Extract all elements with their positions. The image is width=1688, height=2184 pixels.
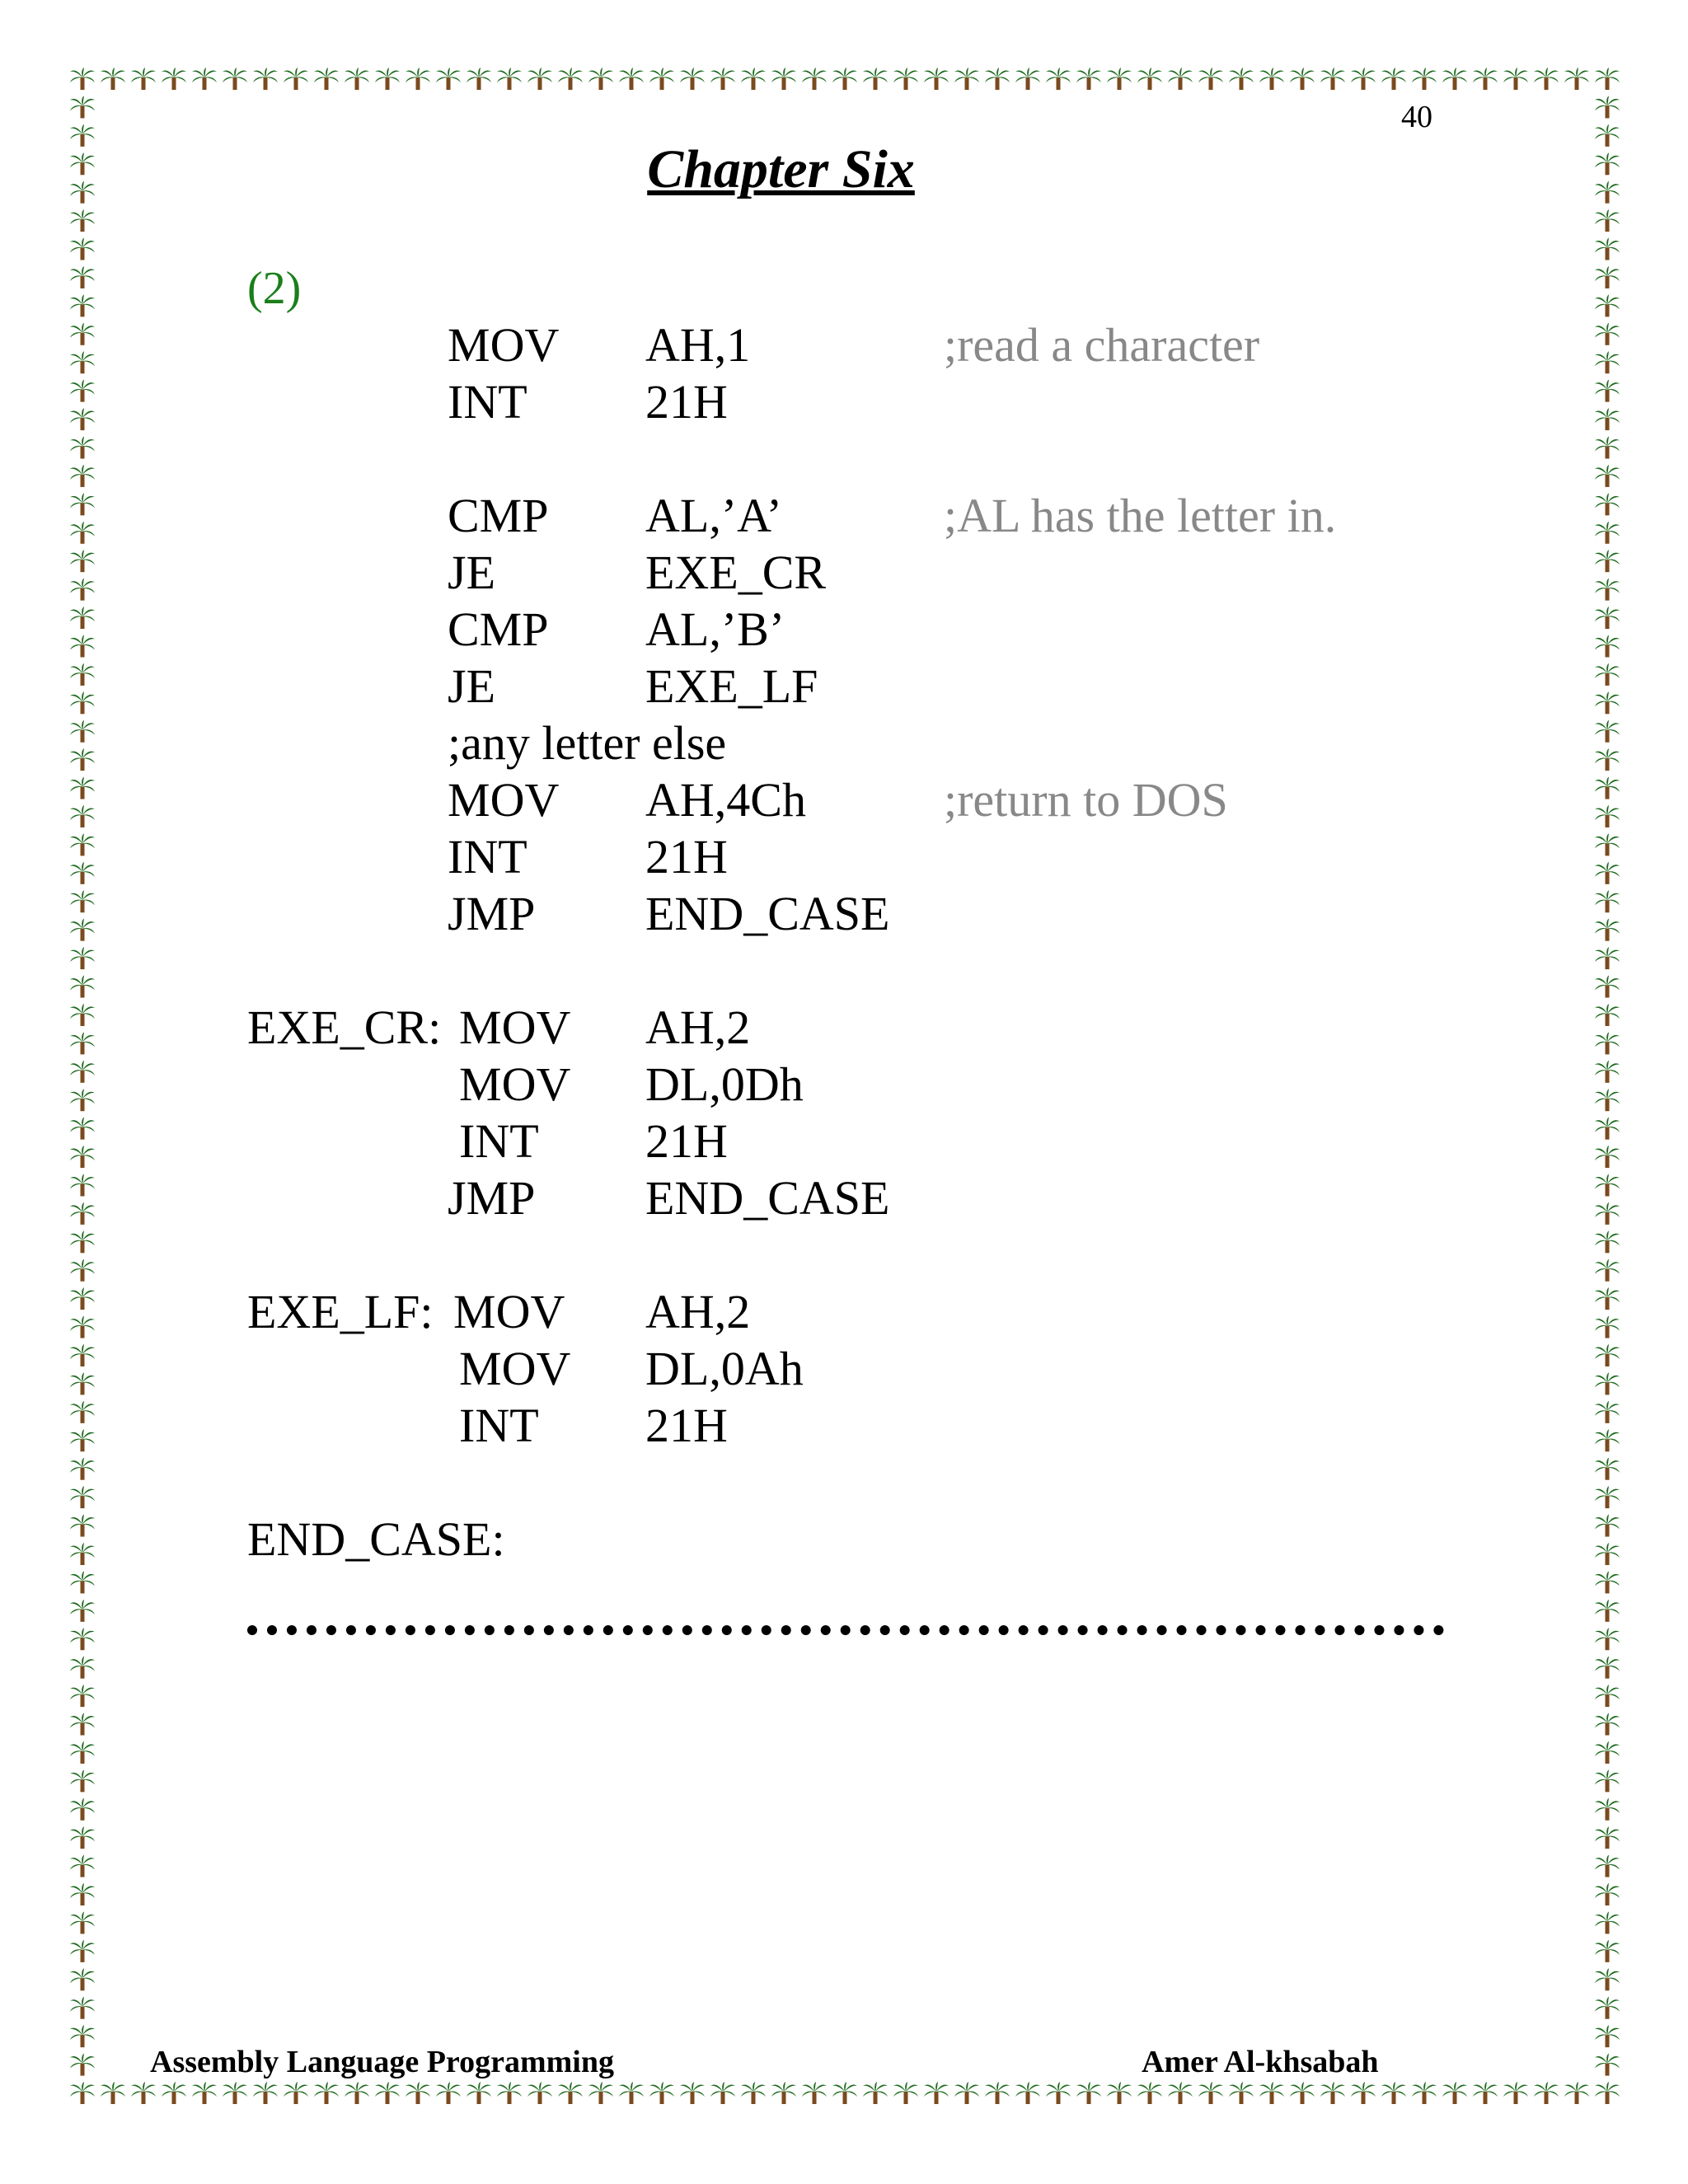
footer-book-title: Assembly Language Programming	[150, 2045, 614, 2079]
code-comment: ;read a character	[944, 318, 1260, 372]
code-instruction: CMP	[448, 489, 549, 542]
code-instruction: CMP	[448, 602, 549, 656]
code-operand: END_CASE	[645, 1171, 890, 1225]
code-operand: END_CASE	[645, 887, 890, 940]
code-instruction: MOV	[459, 1057, 571, 1111]
code-operand: AL,’A’	[645, 489, 782, 542]
code-operand: AH,4Ch	[645, 773, 806, 827]
code-instruction: JE	[448, 659, 495, 713]
code-operand: AH,1	[645, 318, 751, 372]
code-instruction: MOV	[459, 1001, 571, 1054]
code-instruction: ;any letter else	[448, 716, 727, 770]
code-instruction: INT	[459, 1114, 539, 1168]
code-instruction: JMP	[448, 887, 536, 940]
chapter-title: Chapter Six	[647, 139, 915, 199]
page-number: 40	[1401, 100, 1432, 134]
code-operand: AH,2	[645, 1285, 751, 1338]
code-instruction: JMP	[448, 1171, 536, 1225]
code-operand: 21H	[645, 1114, 728, 1168]
code-instruction: INT	[448, 375, 528, 429]
code-operand: 21H	[645, 1399, 728, 1452]
code-operand: DL,0Dh	[645, 1057, 804, 1111]
code-operand: AH,2	[645, 1001, 751, 1054]
code-instruction: MOV	[448, 773, 560, 827]
code-label: EXE_LF:	[247, 1285, 434, 1338]
code-label: END_CASE:	[247, 1512, 505, 1566]
code-operand: EXE_LF	[645, 659, 818, 713]
dotted-separator	[247, 1625, 1444, 1635]
code-operand: EXE_CR	[645, 546, 827, 599]
code-operand: 21H	[645, 375, 728, 429]
code-instruction: MOV	[448, 318, 560, 372]
code-instruction: JE	[448, 546, 495, 599]
code-operand: 21H	[645, 830, 728, 883]
code-operand: DL,0Ah	[645, 1342, 804, 1395]
code-operand: AL,’B’	[645, 602, 785, 656]
code-instruction: INT	[459, 1399, 539, 1452]
problem-number: (2)	[247, 263, 302, 314]
code-instruction: INT	[448, 830, 528, 883]
footer-author: Amer Al-khsabah	[1142, 2045, 1379, 2079]
code-comment: ;return to DOS	[944, 773, 1228, 827]
code-instruction: MOV	[459, 1342, 571, 1395]
code-instruction: MOV	[453, 1285, 565, 1338]
code-label: EXE_CR:	[247, 1001, 442, 1054]
code-comment: ;AL has the letter in.	[944, 489, 1337, 542]
